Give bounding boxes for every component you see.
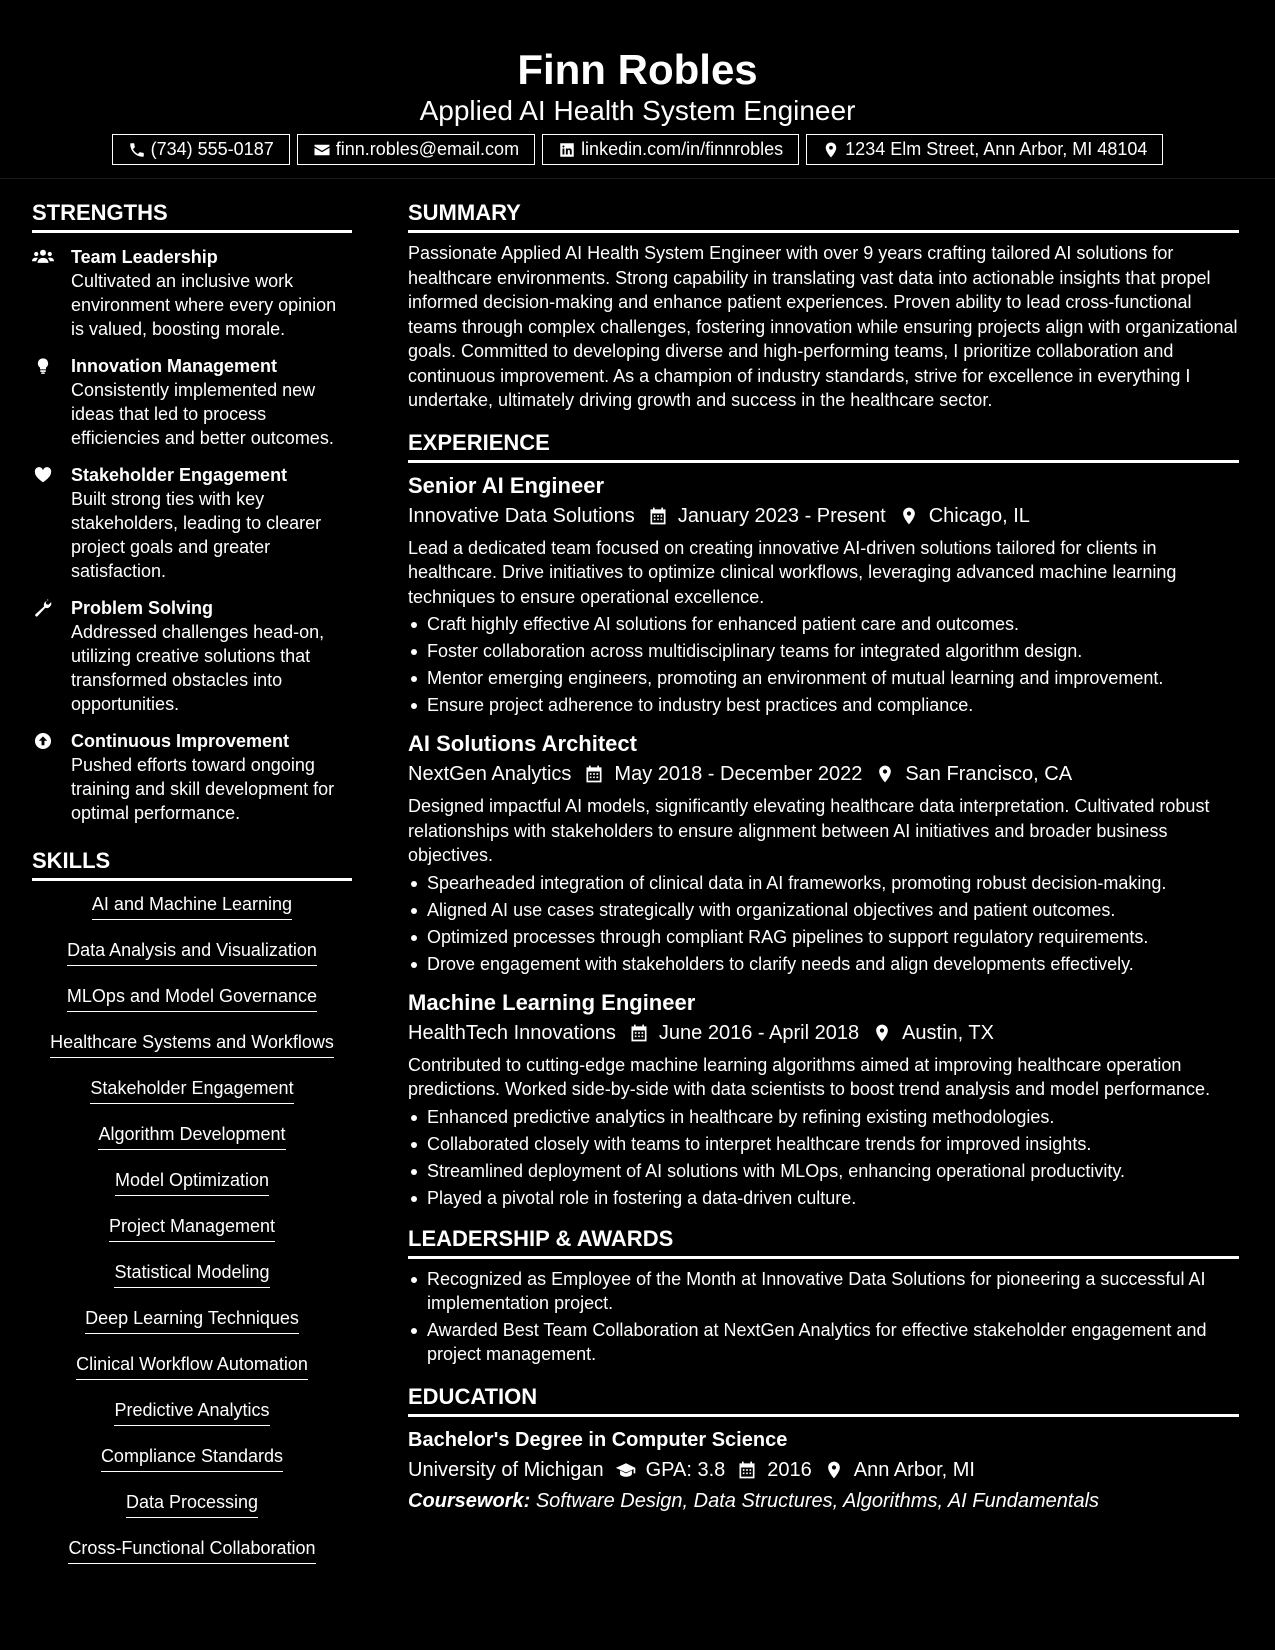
strength-title: Continuous Improvement	[71, 731, 290, 751]
map-pin-icon	[872, 1023, 892, 1043]
map-pin-icon	[822, 141, 840, 159]
job-dates: January 2023 - Present	[677, 504, 886, 527]
coursework-label: Coursework:	[408, 1489, 531, 1512]
skill-tag: AI and Machine Learning	[92, 892, 292, 920]
strength-title: Problem Solving	[71, 598, 214, 618]
education-heading: EDUCATION	[408, 1382, 1239, 1417]
strength-item	[32, 354, 352, 450]
summary-text: Passionate Applied AI Health System Engineer with over 9 years crafting tailored AI solutions for healthcare environments. Strong capability in translating vast data into actionable insights that propel informed decision-making and enhance patient experiences. Proven ability to lead cross-functional teams through complex challenges, fostering innovation while ensuring projects align with organizational goals. Committed to developing diverse and high-performing teams, I prioritize collaboration and continuous improvement. As a champion of industry standards, strive for excellence in everything I undertake, ultimately driving growth and success in the healthcare sector.	[408, 243, 1238, 410]
job-description: Designed impactful AI models, significantly elevating healthcare data interpretation. Cultivated robust relationships with stakeholders to ensure alignment between AI initiatives and broader business objectives.	[408, 796, 1210, 865]
calendar-icon	[584, 764, 604, 784]
map-pin-icon	[823, 1460, 845, 1480]
skill-tag: Stakeholder Engagement	[90, 1076, 293, 1104]
skill-tag: Data Analysis and Visualization	[67, 938, 317, 966]
job-location: San Francisco, CA	[905, 763, 1073, 785]
calendar-icon	[629, 1023, 649, 1043]
skill-tag: Compliance Standards	[101, 1444, 283, 1472]
linkedin-text: linkedin.com/in/finnrobles	[581, 139, 784, 159]
strength-desc: Built strong ties with key stakeholders, leading to clearer project goals and greater satisfaction.	[71, 489, 322, 581]
strength-desc: Addressed challenges head-on, utilizing creative solutions that transformed obstacles into opportunities.	[71, 622, 325, 714]
education-meta	[408, 1455, 1239, 1485]
job-bullet: Optimized processes through compliant RAG pipelines to support regulatory requirements.	[408, 925, 1239, 949]
job-bullet: Foster collaboration across multidisciplinary teams for integrated algorithm design.	[408, 639, 1239, 663]
resume-header	[0, 0, 1275, 179]
job-company: Innovative Data Solutions	[408, 504, 635, 527]
map-pin-icon	[899, 506, 919, 526]
email-text: finn.robles@email.com	[335, 139, 520, 159]
job-role: AI Solutions Architect	[408, 731, 637, 756]
job-entry	[408, 471, 1239, 718]
lightbulb-icon	[32, 356, 54, 376]
job-role: Senior AI Engineer	[408, 472, 605, 498]
awards-heading: LEADERSHIP & AWARDS	[408, 1224, 1239, 1259]
strength-title: Team Leadership	[71, 247, 218, 267]
phone-text: (734) 555-0187	[150, 139, 274, 159]
calendar-icon	[648, 506, 668, 526]
phone-icon	[128, 141, 146, 159]
job-entry	[408, 988, 1239, 1210]
skills-heading: SKILLS	[32, 846, 352, 881]
users-icon	[32, 247, 54, 267]
calendar-icon	[736, 1460, 758, 1480]
job-description: Lead a dedicated team focused on creating innovative AI-driven solutions tailored for clients in healthcare. Drive initiatives to optimize clinical workflows, leveraging advanced machine learning techniques to ensure operational excellence.	[408, 537, 1177, 607]
job-meta	[408, 1018, 1239, 1048]
job-dates: May 2018 - December 2022	[614, 763, 863, 785]
right-column	[408, 198, 1239, 1517]
map-pin-icon	[875, 764, 895, 784]
linkedin-icon	[558, 141, 576, 159]
job-description: Contributed to cutting-edge machine learning algorithms aimed at improving healthcare operation predictions. Worked side-by-side with data scientists to boost trend analysis and model performance.	[408, 1054, 1211, 1099]
job-role: Machine Learning Engineer	[408, 989, 696, 1015]
contact-linkedin[interactable]	[542, 134, 799, 165]
contact-phone[interactable]	[112, 134, 290, 165]
graduation-cap-icon	[615, 1460, 637, 1480]
skill-tag: Project Management	[109, 1214, 275, 1242]
skill-tag: Data Processing	[126, 1490, 258, 1518]
job-location: Austin, TX	[902, 1021, 994, 1044]
award-item: Recognized as Employee of the Month at Innovative Data Solutions for pioneering a successful AI implementation project.	[408, 1267, 1239, 1315]
job-location: Chicago, IL	[928, 504, 1030, 527]
strength-item	[32, 729, 352, 825]
strength-desc: Pushed efforts toward ongoing training and skill development for optimal performance.	[71, 755, 335, 823]
strength-item	[32, 463, 352, 583]
awards-list	[408, 1267, 1239, 1366]
candidate-name: Finn Robles	[517, 46, 758, 93]
job-bullet: Craft highly effective AI solutions for enhanced patient care and outcomes.	[408, 612, 1239, 636]
strength-title: Innovation Management	[71, 356, 278, 376]
job-bullet: Streamlined deployment of AI solutions with MLOps, enhancing operational productivity.	[408, 1159, 1239, 1183]
skill-tag: Cross-Functional Collaboration	[68, 1536, 315, 1564]
strength-item	[32, 245, 352, 341]
address-text: 1234 Elm Street, Ann Arbor, MI 48104	[845, 139, 1148, 159]
job-bullet: Drove engagement with stakeholders to clarify needs and align developments effectively.	[408, 952, 1239, 976]
job-entry	[408, 729, 1239, 976]
job-dates: June 2016 - April 2018	[658, 1021, 860, 1044]
contact-email[interactable]	[297, 134, 535, 165]
envelope-icon	[313, 141, 331, 159]
skill-tag: Healthcare Systems and Workflows	[50, 1030, 334, 1058]
skill-tag: Predictive Analytics	[114, 1398, 269, 1426]
job-bullets	[408, 612, 1239, 717]
graduation-year: 2016	[767, 1458, 812, 1481]
award-item: Awarded Best Team Collaboration at NextGen Analytics for effective stakeholder engagement and project management.	[408, 1318, 1239, 1366]
job-company: HealthTech Innovations	[408, 1021, 616, 1044]
skill-tag: Deep Learning Techniques	[85, 1306, 299, 1334]
school-location: Ann Arbor, MI	[853, 1458, 975, 1481]
strengths-heading: STRENGTHS	[32, 198, 352, 233]
strength-item	[32, 596, 352, 716]
job-bullets	[408, 871, 1239, 976]
job-bullet: Played a pivotal role in fostering a data-driven culture.	[408, 1186, 1239, 1210]
strengths-list	[32, 245, 352, 825]
arrow-up-circle-icon	[32, 731, 54, 751]
candidate-title: Applied AI Health System Engineer	[419, 95, 856, 126]
job-meta	[408, 759, 1239, 789]
skill-tag: Statistical Modeling	[114, 1260, 269, 1288]
experience-heading: EXPERIENCE	[408, 428, 1239, 463]
job-company: NextGen Analytics	[408, 763, 572, 785]
job-bullets	[408, 1105, 1239, 1210]
degree-name: Bachelor's Degree in Computer Science	[408, 1428, 788, 1451]
job-bullet: Aligned AI use cases strategically with organizational objectives and patient outcomes.	[408, 898, 1239, 922]
summary-heading: SUMMARY	[408, 198, 1239, 233]
coursework	[408, 1485, 1239, 1517]
school-name: University of Michigan	[408, 1458, 604, 1481]
coursework-list: Software Design, Data Structures, Algorithms, AI Fundamentals	[535, 1489, 1100, 1512]
job-bullet: Mentor emerging engineers, promoting an environment of mutual learning and improvement.	[408, 666, 1239, 690]
heart-icon	[32, 465, 54, 485]
job-bullet: Enhanced predictive analytics in healthcare by refining existing methodologies.	[408, 1105, 1239, 1129]
wrench-icon	[32, 598, 54, 618]
skill-tag: Model Optimization	[115, 1168, 269, 1196]
strength-title: Stakeholder Engagement	[71, 465, 288, 485]
strength-desc: Cultivated an inclusive work environment where every opinion is valued, boosting morale.	[71, 271, 337, 339]
skill-tag: Clinical Workflow Automation	[76, 1352, 308, 1380]
contact-bar	[0, 134, 1275, 165]
skill-tag: MLOps and Model Governance	[67, 984, 317, 1012]
gpa: GPA: 3.8	[645, 1458, 726, 1481]
skills-list	[32, 892, 352, 1582]
job-meta	[408, 501, 1239, 531]
left-column	[32, 198, 352, 1582]
job-bullet: Spearheaded integration of clinical data in AI frameworks, promoting robust decision-making.	[408, 871, 1239, 895]
skill-tag: Algorithm Development	[98, 1122, 285, 1150]
contact-address	[806, 134, 1163, 165]
job-bullet: Ensure project adherence to industry best practices and compliance.	[408, 693, 1239, 717]
job-bullet: Collaborated closely with teams to interpret healthcare trends for improved insights.	[408, 1132, 1239, 1156]
strength-desc: Consistently implemented new ideas that led to process efficiencies and better outcomes.	[71, 380, 334, 448]
